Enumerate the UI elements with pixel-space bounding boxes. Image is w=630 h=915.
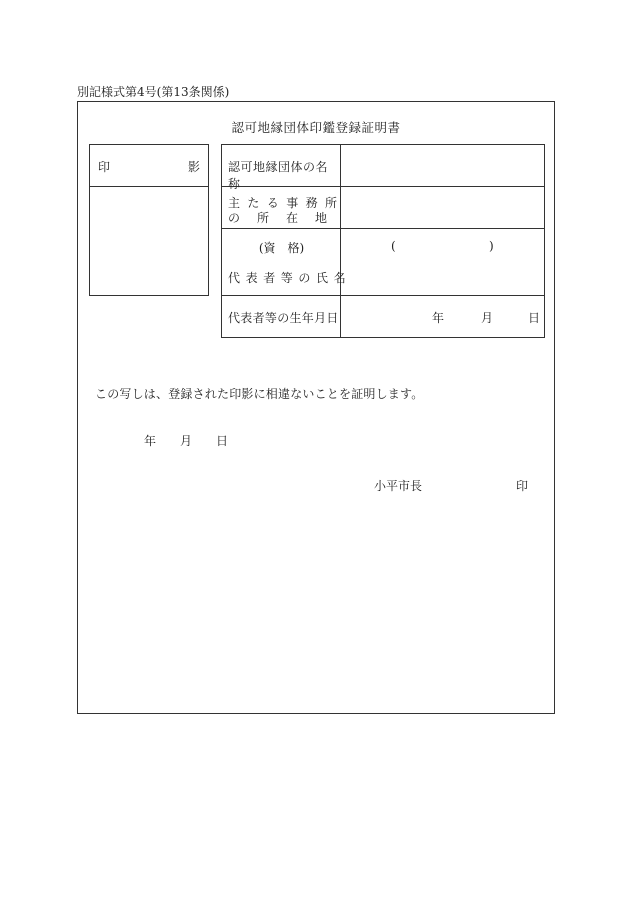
birthdate-label-cell [222, 296, 341, 337]
mayor-title: 小平市長 [374, 479, 423, 493]
table-row-birthdate [222, 296, 544, 337]
table-row-office-address [222, 187, 544, 229]
table-row-name [222, 145, 544, 191]
qualification-label: (資 格) [258, 241, 305, 255]
birthdate-value-cell [341, 296, 544, 337]
office-address-value-cell [341, 187, 544, 228]
registration-info-table [221, 144, 545, 338]
qualification-paren-close: ) [489, 239, 494, 253]
certificate-frame [77, 101, 555, 714]
issue-date-day-label: 日 [216, 434, 229, 448]
office-label-part: 在 [286, 211, 299, 225]
table-row-representative [222, 229, 544, 296]
name-label: 認可地縁団体の名称 [228, 160, 329, 191]
office-label-line1: 主たる事務所 [228, 196, 345, 210]
office-label-line2 [228, 209, 327, 226]
seal-header-char-1: 印 [98, 160, 111, 174]
seal-impression-header [90, 145, 208, 187]
mayor-seal-mark: 印 [516, 479, 529, 493]
birthdate-label: 代表者等の生年月日 [228, 311, 339, 325]
name-value-cell [341, 145, 544, 186]
office-address-label-cell [222, 187, 345, 228]
office-label-part: 地 [315, 211, 328, 225]
certification-statement: この写しは、登録された印影に相違ないことを証明します。 [95, 387, 424, 401]
birthdate-day-label: 日 [528, 311, 541, 325]
certificate-title: 認可地縁団体印鑑登録証明書 [231, 120, 401, 135]
issue-date-year-label: 年 [144, 434, 157, 448]
name-label-cell [222, 145, 341, 191]
representative-label-cell [222, 229, 352, 295]
office-label-part: 所 [257, 211, 270, 225]
form-number-label: 別記様式第4号(第13条関係) [77, 85, 230, 99]
representative-value-cell [341, 229, 544, 295]
office-label-part: の [228, 211, 241, 225]
seal-header-char-2: 影 [187, 160, 200, 174]
representative-name-label: 代表者等の氏名 [228, 271, 352, 285]
seal-impression-box [89, 144, 209, 296]
birthdate-month-label: 月 [481, 311, 494, 325]
issue-date-month-label: 月 [180, 434, 193, 448]
qualification-paren-open: ( [391, 239, 396, 253]
birthdate-year-label: 年 [432, 311, 445, 325]
